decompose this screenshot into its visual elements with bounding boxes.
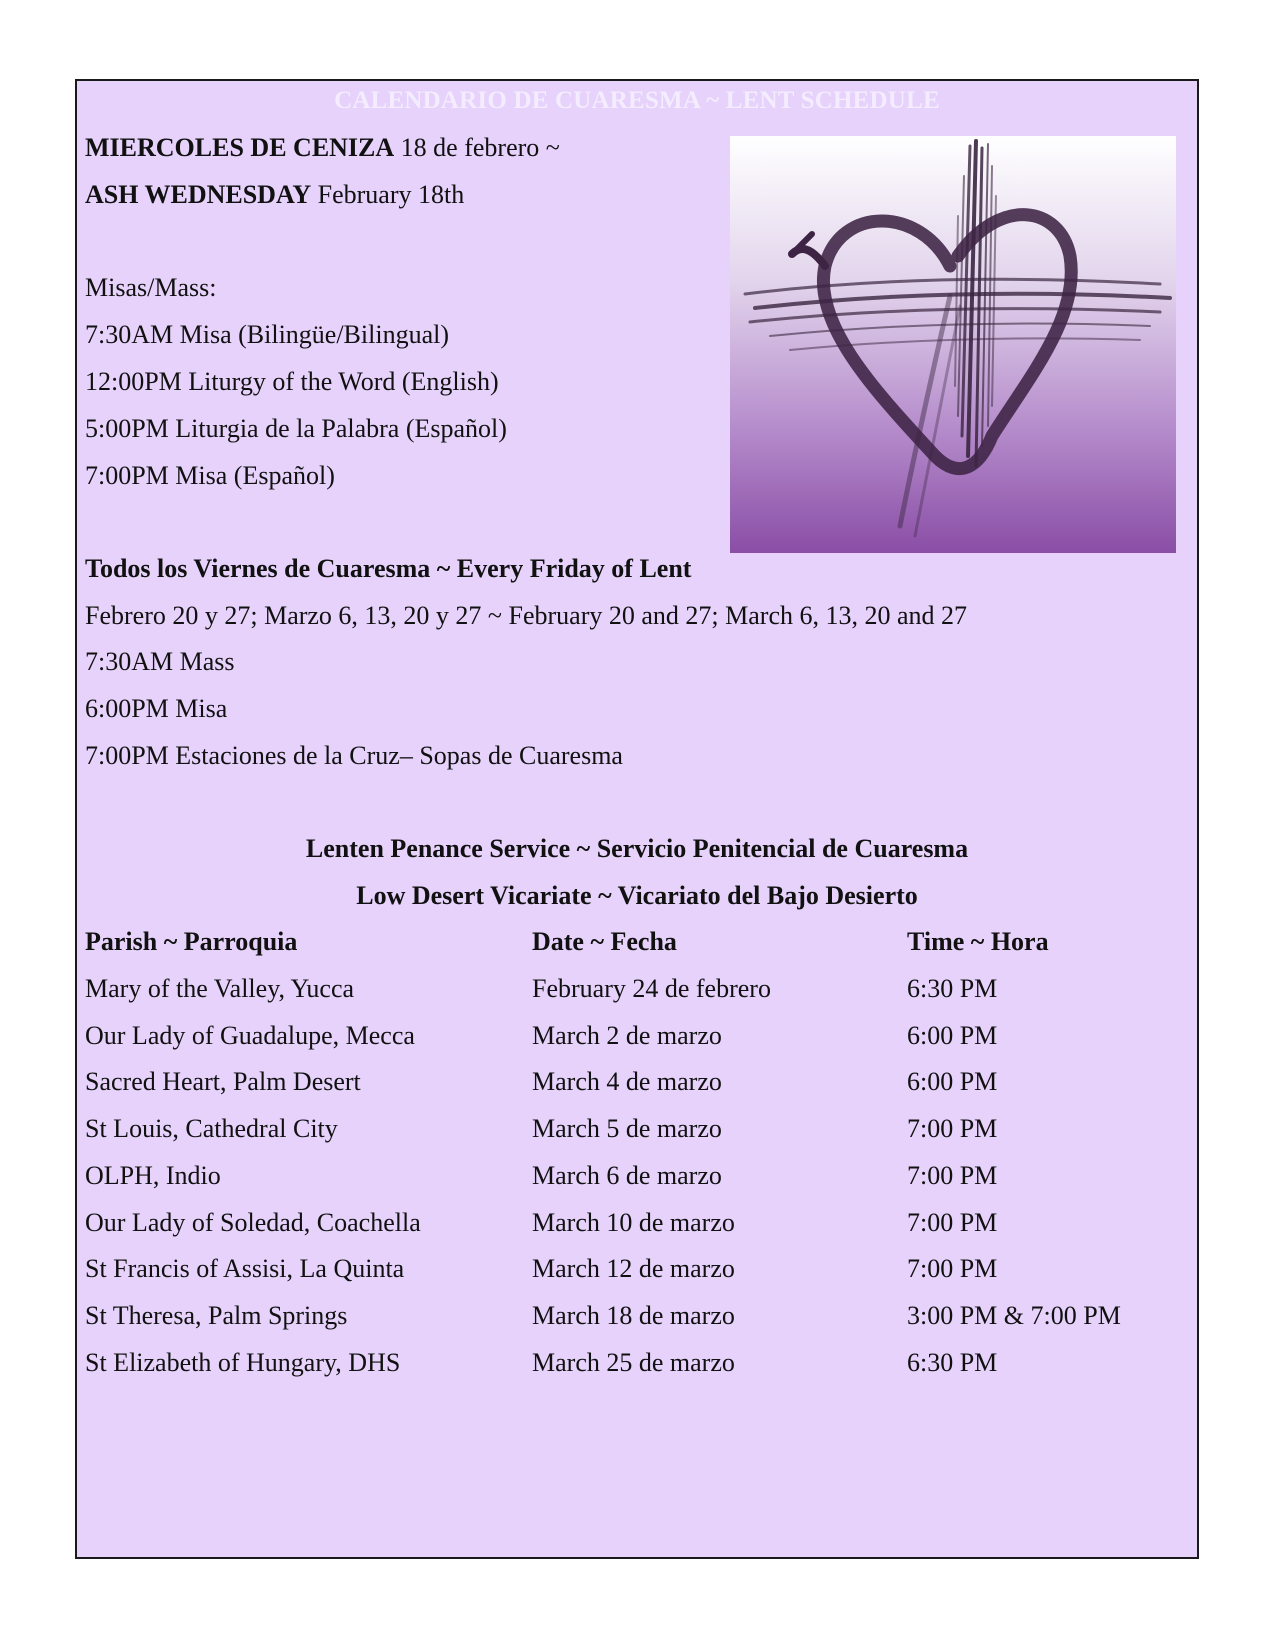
- mass-item: 5:00PM Liturgia de la Palabra (Español): [85, 414, 507, 443]
- mass-heading: Misas/Mass:: [85, 273, 217, 302]
- cross-heart-icon: [730, 136, 1176, 553]
- ash-wednesday-es-line: [85, 133, 560, 163]
- parish-cell: Sacred Heart, Palm Desert: [85, 1067, 361, 1096]
- parish-cell: Our Lady of Guadalupe, Mecca: [85, 1021, 415, 1050]
- column-header-date: Date ~ Fecha: [532, 927, 677, 956]
- time-cell: 7:00 PM: [907, 1208, 998, 1237]
- fridays-dates: Febrero 20 y 27; Marzo 6, 13, 20 y 27 ~ February 20 and 27; March 6, 13, 20 and 27: [85, 601, 968, 630]
- time-cell: 7:00 PM: [907, 1161, 998, 1190]
- parish-cell: Mary of the Valley, Yucca: [85, 974, 355, 1003]
- friday-item: 7:00PM Estaciones de la Cruz– Sopas de Cuaresma: [85, 741, 623, 770]
- mass-item: 7:30AM Misa (Bilingüe/Bilingual): [85, 320, 449, 349]
- date-cell: March 6 de marzo: [532, 1161, 722, 1190]
- parish-cell: St Elizabeth of Hungary, DHS: [85, 1348, 401, 1377]
- parish-cell: St Theresa, Palm Springs: [85, 1301, 348, 1330]
- ash-wednesday-es-date: 18 de febrero ~: [400, 133, 560, 162]
- schedule-box: [75, 79, 1199, 1559]
- date-cell: March 12 de marzo: [532, 1254, 735, 1283]
- ash-wednesday-en-date: February 18th: [317, 180, 465, 209]
- parish-cell: St Louis, Cathedral City: [85, 1114, 338, 1143]
- parish-cell: Our Lady of Soledad, Coachella: [85, 1208, 421, 1237]
- date-cell: March 10 de marzo: [532, 1208, 735, 1237]
- friday-item: 6:00PM Misa: [85, 694, 228, 723]
- parish-cell: St Francis of Assisi, La Quinta: [85, 1254, 405, 1283]
- mass-item: 7:00PM Misa (Español): [85, 461, 335, 490]
- time-cell: 6:00 PM: [907, 1021, 998, 1050]
- date-cell: March 5 de marzo: [532, 1114, 722, 1143]
- penance-heading-1: Lenten Penance Service ~ Servicio Penitencial de Cuaresma: [305, 834, 969, 863]
- fridays-heading: Todos los Viernes de Cuaresma ~ Every Friday of Lent: [85, 554, 692, 583]
- time-cell: 6:30 PM: [907, 974, 998, 1003]
- parish-cell: OLPH, Indio: [85, 1161, 221, 1190]
- column-header-time: Time ~ Hora: [907, 927, 1049, 956]
- date-cell: March 2 de marzo: [532, 1021, 722, 1050]
- date-cell: March 25 de marzo: [532, 1348, 735, 1377]
- time-cell: 7:00 PM: [907, 1254, 998, 1283]
- column-header-parish: Parish ~ Parroquia: [85, 927, 298, 956]
- date-cell: March 18 de marzo: [532, 1301, 735, 1330]
- mass-item: 12:00PM Liturgy of the Word (English): [85, 367, 499, 396]
- date-cell: February 24 de febrero: [532, 974, 771, 1003]
- friday-item: 7:30AM Mass: [85, 647, 235, 676]
- time-cell: 7:00 PM: [907, 1114, 998, 1143]
- penance-heading-2: Low Desert Vicariate ~ Vicariato del Bajo Desierto: [356, 881, 918, 910]
- date-cell: March 4 de marzo: [532, 1067, 722, 1096]
- ash-wednesday-es-label: MIERCOLES DE CENIZA: [85, 133, 395, 162]
- time-cell: 6:30 PM: [907, 1348, 998, 1377]
- page-title: CALENDARIO DE CUARESMA ~ LENT SCHEDULE: [334, 87, 940, 114]
- ash-wednesday-en-label: ASH WEDNESDAY: [85, 180, 312, 209]
- time-cell: 3:00 PM & 7:00 PM: [907, 1301, 1121, 1330]
- time-cell: 6:00 PM: [907, 1067, 998, 1096]
- ash-wednesday-en-line: [85, 180, 464, 210]
